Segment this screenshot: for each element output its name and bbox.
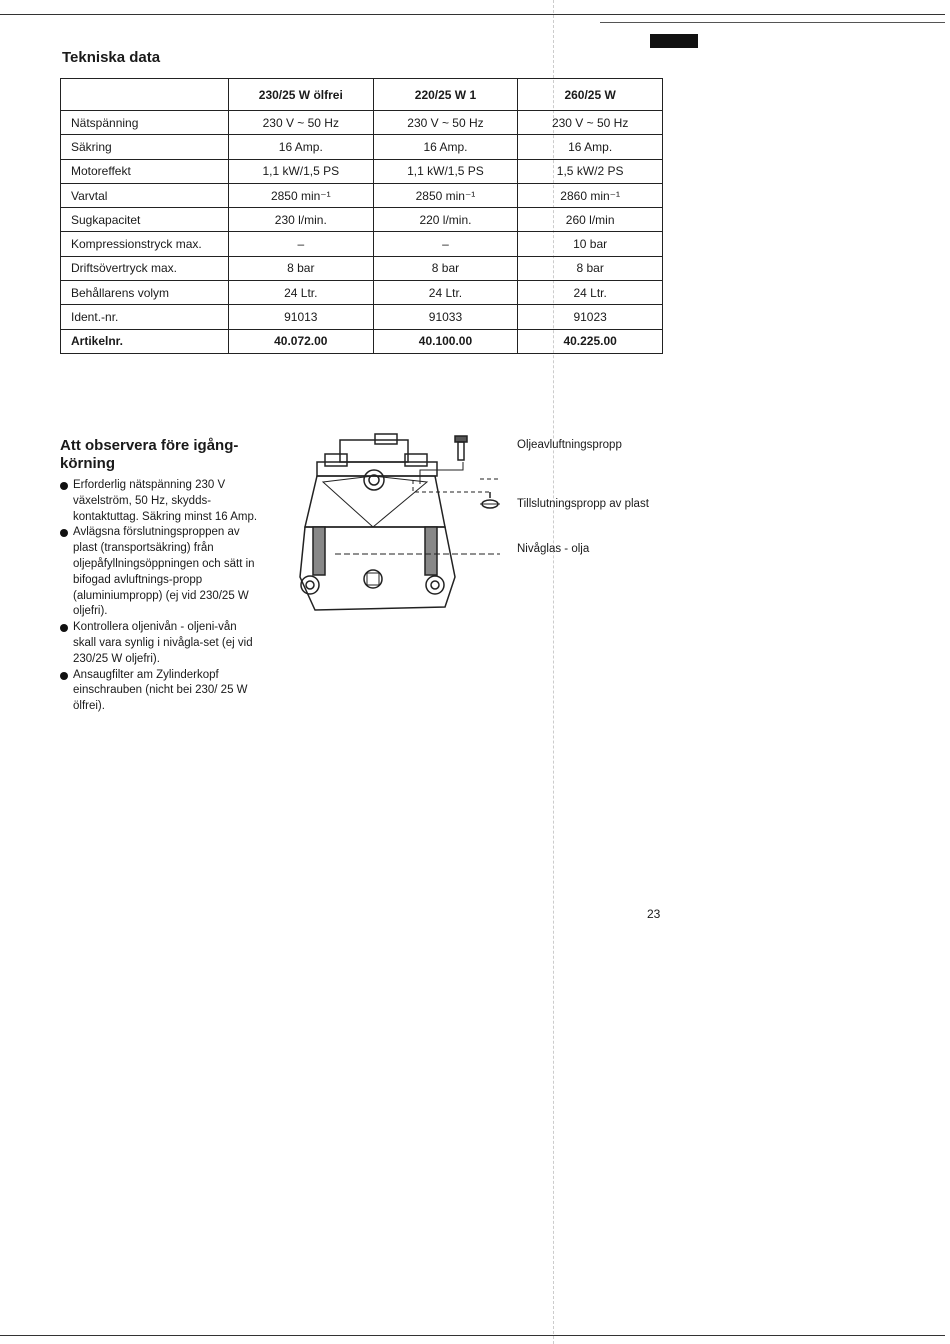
vent-plug-body — [458, 442, 464, 460]
top-rule-secondary — [600, 22, 945, 23]
sight-glass-nut — [367, 573, 379, 585]
page-title: Tekniska data — [62, 49, 161, 66]
callout-plastic-plug: Tillslutningspropp av plast — [517, 498, 649, 510]
table-cell: 2850 min⁻¹ — [373, 183, 518, 207]
left-cooling-fins — [325, 454, 347, 466]
row-label: Behållarens volym — [61, 281, 229, 305]
table-cell: 1,5 kW/2 PS — [518, 159, 663, 183]
table-cell: 40.100.00 — [373, 329, 518, 353]
table-row-article-number — [61, 329, 663, 353]
table-cell: 24 Ltr. — [228, 281, 373, 305]
callout-vent-plug: Oljeavluftningspropp — [517, 439, 622, 451]
page-corner-tab — [650, 34, 698, 48]
table-cell: 91023 — [518, 305, 663, 329]
header-cell — [61, 79, 229, 111]
row-label: Artikelnr. — [61, 329, 229, 353]
page-number: 23 — [647, 907, 661, 921]
left-fin-block — [313, 527, 325, 575]
table-row — [61, 256, 663, 280]
row-label: Nätspänning — [61, 111, 229, 135]
filter-cap — [375, 434, 397, 444]
table-row — [61, 135, 663, 159]
row-label: Ident.-nr. — [61, 305, 229, 329]
table-cell: 16 Amp. — [228, 135, 373, 159]
table-cell: 24 Ltr. — [518, 281, 663, 305]
table-cell: 230 V ~ 50 Hz — [373, 111, 518, 135]
row-label: Motoreffekt — [61, 159, 229, 183]
right-fin-block — [425, 527, 437, 575]
list-item: Avlägsna förslutningsproppen av plast (transportsäkring) från oljepåfyllningsöppningen och sätt in bifogad avluftnings-propp (aluminiumpropp) (ej vid 230/25 W oljefri). — [60, 525, 260, 620]
table-cell: 230 l/min. — [228, 208, 373, 232]
cylinder-head — [340, 440, 408, 462]
list-item: Erforderlig nätspänning 230 V växelström, 50 Hz, skydds-kontaktuttag. Säkring minst 16 Amp. — [60, 478, 260, 525]
crankcase-upper — [305, 476, 445, 527]
header-cell: 220/25 W 1 — [373, 79, 518, 111]
callout-oil-level: Nivåglas - olja — [517, 543, 590, 555]
table-row — [61, 305, 663, 329]
table-cell: 10 bar — [518, 232, 663, 256]
table-header-row — [61, 79, 663, 111]
row-label: Kompressionstryck max. — [61, 232, 229, 256]
bottom-rule — [0, 1335, 945, 1336]
right-foot-bolt-inner — [431, 581, 439, 589]
right-foot-bolt — [426, 576, 444, 594]
row-label: Sugkapacitet — [61, 208, 229, 232]
table-cell: – — [373, 232, 518, 256]
table-cell: 2860 min⁻¹ — [518, 183, 663, 207]
startup-notes — [60, 437, 260, 715]
table-cell: 230 V ~ 50 Hz — [228, 111, 373, 135]
table-row — [61, 232, 663, 256]
table-cell: 16 Amp. — [373, 135, 518, 159]
table-cell: 220 l/min. — [373, 208, 518, 232]
section-heading: Att observera före igång-körning — [60, 437, 239, 472]
table-cell: 8 bar — [518, 256, 663, 280]
table-cell: 24 Ltr. — [373, 281, 518, 305]
housing-top — [317, 462, 437, 476]
table-cell: 91013 — [228, 305, 373, 329]
table-row — [61, 159, 663, 183]
table-cell: 40.072.00 — [228, 329, 373, 353]
bullet-list — [60, 478, 260, 715]
spec-table — [60, 78, 663, 354]
vent-plug-head — [455, 436, 467, 442]
left-foot-bolt-inner — [306, 581, 314, 589]
table-cell: 230 V ~ 50 Hz — [518, 111, 663, 135]
table-row — [61, 208, 663, 232]
inner-frame — [323, 476, 427, 527]
table-cell: – — [228, 232, 373, 256]
table-cell: 1,1 kW/1,5 PS — [228, 159, 373, 183]
table-row — [61, 281, 663, 305]
compressor-diagram — [295, 432, 515, 617]
table-row — [61, 111, 663, 135]
top-bolt — [364, 470, 384, 490]
row-label: Varvtal — [61, 183, 229, 207]
list-item: Ansaugfilter am Zylinderkopf einschrauben (nicht bei 230/ 25 W ölfrei). — [60, 668, 260, 715]
table-cell: 1,1 kW/1,5 PS — [373, 159, 518, 183]
row-label: Säkring — [61, 135, 229, 159]
header-cell: 230/25 W ölfrei — [228, 79, 373, 111]
table-cell: 16 Amp. — [518, 135, 663, 159]
table-row — [61, 183, 663, 207]
table-cell: 260 l/min — [518, 208, 663, 232]
table-cell: 40.225.00 — [518, 329, 663, 353]
row-label: Driftsövertryck max. — [61, 256, 229, 280]
header-cell: 260/25 W — [518, 79, 663, 111]
table-cell: 91033 — [373, 305, 518, 329]
table-cell: 8 bar — [373, 256, 518, 280]
table-cell: 8 bar — [228, 256, 373, 280]
list-item: Kontrollera oljenivån - oljeni-vån skall vara synlig i nivågla-set (ej vid 230/25 W oljefri). — [60, 620, 260, 667]
top-rule — [0, 14, 945, 15]
table-cell: 2850 min⁻¹ — [228, 183, 373, 207]
